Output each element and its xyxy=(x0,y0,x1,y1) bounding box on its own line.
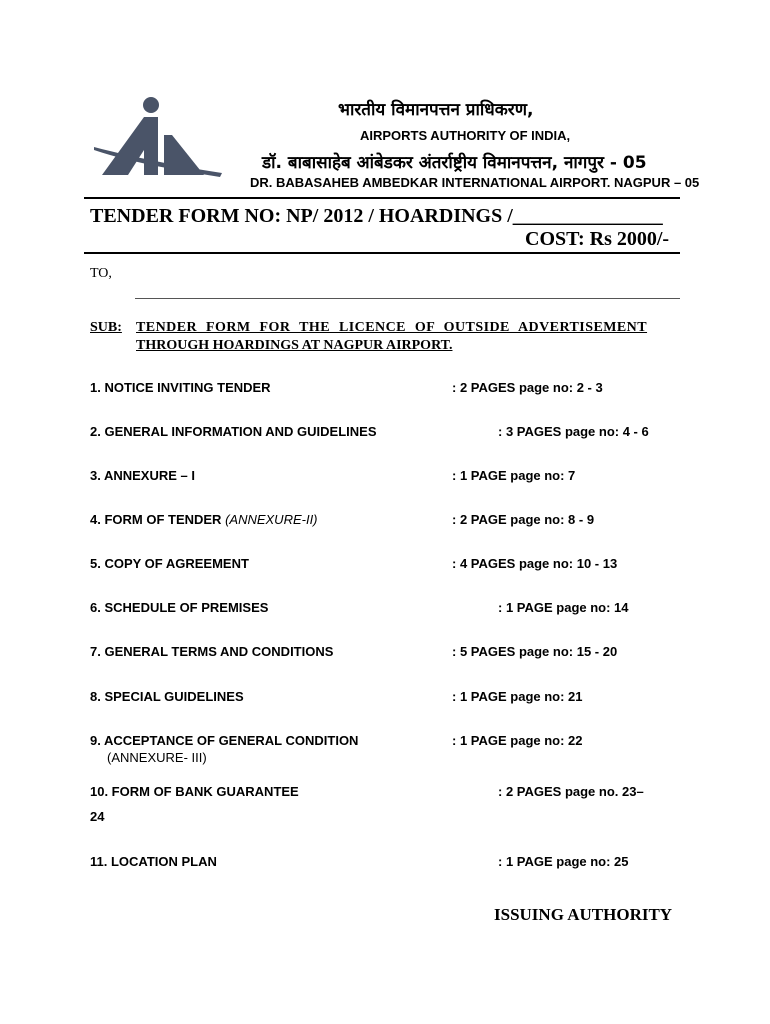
item-title: 2. GENERAL INFORMATION AND GUIDELINES xyxy=(90,424,377,439)
hindi-airport-name: डॉ. बाबासाहेब आंबेडकर अंतर्राष्ट्रीय विमानपत्तन, नागपुर - 05 xyxy=(262,153,647,173)
item-pages: : 1 PAGE page no: 25 xyxy=(498,854,629,869)
address-line xyxy=(135,298,680,299)
subject-prefix: SUB: xyxy=(90,320,122,335)
item-pages: : 2 PAGES page no. 23– xyxy=(498,784,644,799)
item-pages: : 3 PAGES page no: 4 - 6 xyxy=(498,424,649,439)
item-pages: : 2 PAGES page no: 2 - 3 xyxy=(452,380,603,395)
item-title: 1. NOTICE INVITING TENDER xyxy=(90,380,271,395)
header-rule xyxy=(84,197,680,199)
english-org-name: AIRPORTS AUTHORITY OF INDIA, xyxy=(360,128,571,143)
item-title: 11. LOCATION PLAN xyxy=(90,854,217,869)
issuing-authority: ISSUING AUTHORITY xyxy=(494,905,673,924)
english-airport-name: DR. BABASAHEB AMBEDKAR INTERNATIONAL AIRPORT. NAGPUR – 05 xyxy=(250,175,700,190)
item-title: 8. SPECIAL GUIDELINES xyxy=(90,689,244,704)
to-label: TO, xyxy=(90,266,112,281)
item-pages: : 4 PAGES page no: 10 - 13 xyxy=(452,556,618,571)
item-title: 10. FORM OF BANK GUARANTEE xyxy=(90,784,299,799)
item-pages: : 1 PAGE page no: 7 xyxy=(452,468,576,483)
item-title: 4. FORM OF TENDER xyxy=(90,512,226,527)
item-title: 7. GENERAL TERMS AND CONDITIONS xyxy=(90,644,334,659)
item-pages: : 2 PAGE page no: 8 - 9 xyxy=(452,512,595,527)
item-pages-wrap: 24 xyxy=(90,809,105,824)
item-annexure-note: (ANNEXURE- III) xyxy=(107,750,207,765)
item-title: 5. COPY OF AGREEMENT xyxy=(90,556,249,571)
title-rule xyxy=(84,252,680,254)
item-pages: : 1 PAGE page no: 21 xyxy=(452,689,583,704)
item-pages: : 5 PAGES page no: 15 - 20 xyxy=(452,644,618,659)
aai-logo xyxy=(92,95,227,180)
item-title: 3. ANNEXURE – I xyxy=(90,468,195,483)
item-pages: : 1 PAGE page no: 14 xyxy=(498,600,629,615)
hindi-org-name: भारतीय विमानपत्तन प्राधिकरण, xyxy=(338,100,534,120)
item-title: 6. SCHEDULE OF PREMISES xyxy=(90,600,269,615)
item-title-row xyxy=(90,512,318,527)
subject-line-1: TENDER FORM FOR THE LICENCE OF OUTSIDE ADVERTISEMENT xyxy=(136,320,648,335)
item-title: 9. ACCEPTANCE OF GENERAL CONDITION xyxy=(90,733,359,748)
tender-form-number: TENDER FORM NO: NP/ 2012 / HOARDINGS /_______________ xyxy=(90,205,663,227)
tender-cost: COST: Rs 2000/- xyxy=(525,228,670,250)
subject-line-2: THROUGH HOARDINGS AT NAGPUR AIRPORT. xyxy=(136,338,453,353)
item-annexure-note: (ANNEXURE-II) xyxy=(225,512,318,527)
item-pages: : 1 PAGE page no: 22 xyxy=(452,733,583,748)
